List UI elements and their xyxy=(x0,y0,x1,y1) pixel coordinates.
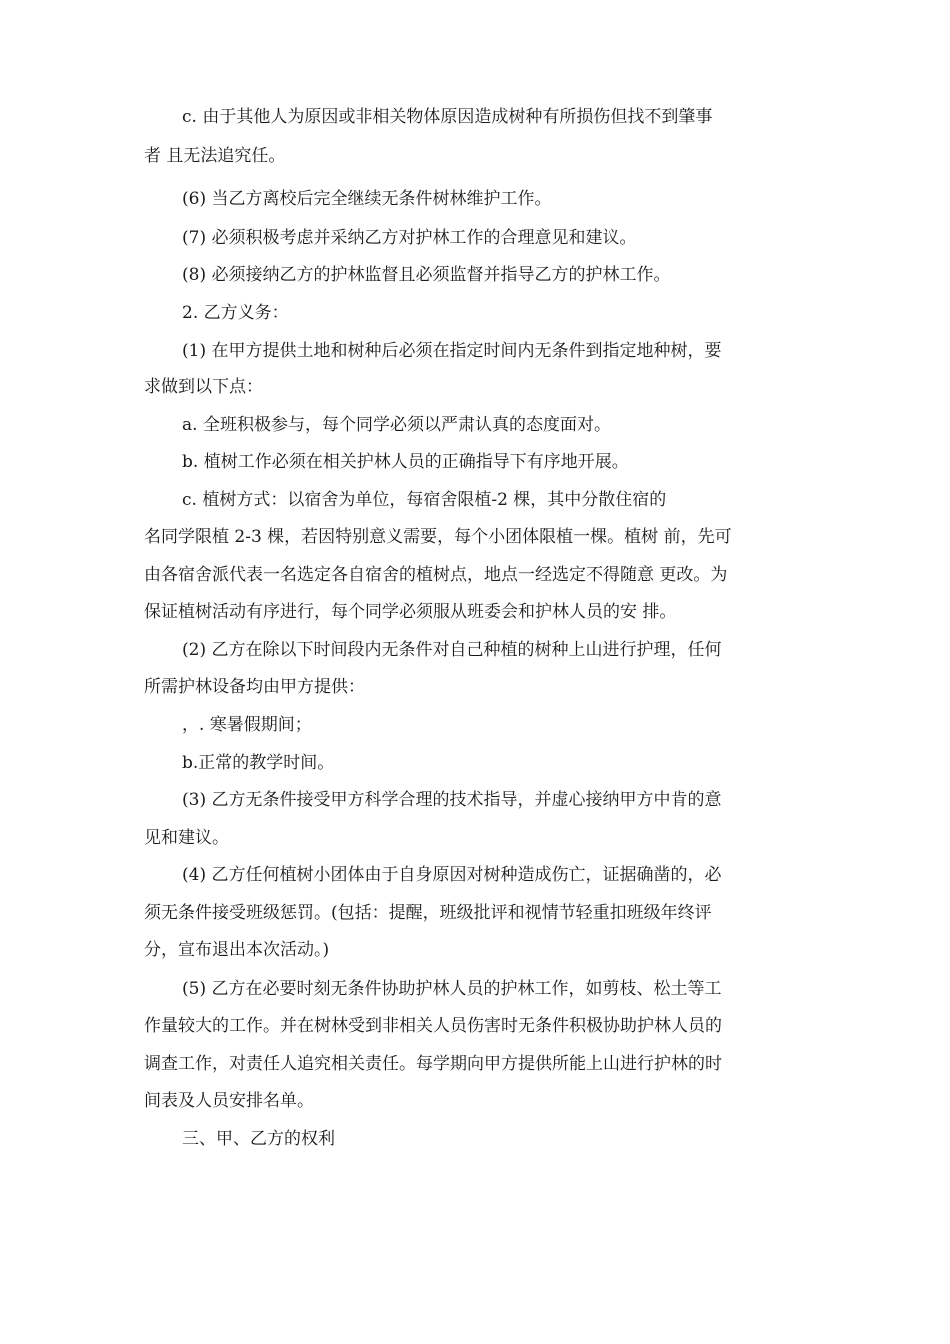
text-line: 见和建议。 xyxy=(144,828,229,848)
text-line: 分，宣布退出本次活动。) xyxy=(144,940,330,960)
text-line: a. 全班积极参与，每个同学必须以严肃认真的态度面对。 xyxy=(182,415,611,435)
text-line: (6) 当乙方离校后完全继续无条件树林维护工作。 xyxy=(182,189,552,209)
text-line: (3) 乙方无条件接受甲方科学合理的技术指导，并虚心接纳甲方中肯的意 xyxy=(182,790,722,810)
text-line: c. 植树方式：以宿舍为单位，每宿舍限植-2 棵，其中分散住宿的 xyxy=(182,490,667,510)
text-line: b.正常的教学时间。 xyxy=(182,753,335,773)
section-heading: 三、甲、乙方的权利 xyxy=(182,1129,335,1149)
text-line: (1) 在甲方提供土地和树种后必须在指定时间内无条件到指定地种树，要 xyxy=(182,341,722,361)
text-line: (2) 乙方在除以下时间段内无条件对自己种植的树种上山进行护理，任何 xyxy=(182,640,722,660)
text-line: c. 由于其他人为原因或非相关物体原因造成树种有所损伤但找不到肇事 xyxy=(182,107,713,127)
text-line: 保证植树活动有序进行，每个同学必须服从班委会和护林人员的安 排。 xyxy=(144,602,677,622)
text-line: 者 且无法追究任。 xyxy=(144,146,286,166)
text-line: (4) 乙方任何植树小团体由于自身原因对树种造成伤亡，证据确凿的，必 xyxy=(182,865,722,885)
text-line: 由各宿舍派代表一名选定各自宿舍的植树点，地点一经选定不得随意 更改。为 xyxy=(144,565,728,585)
text-line: ，. 寒暑假期间； xyxy=(182,715,312,735)
section-heading: 2. 乙方义务： xyxy=(182,303,289,323)
text-line: 间表及人员安排名单。 xyxy=(144,1091,314,1111)
text-line: (8) 必须接纳乙方的护林监督且必须监督并指导乙方的护林工作。 xyxy=(182,265,671,285)
text-line: b. 植树工作必须在相关护林人员的正确指导下有序地开展。 xyxy=(182,452,629,472)
text-line: 调查工作，对责任人追究相关责任。每学期向甲方提供所能上山进行护林的时 xyxy=(144,1054,722,1074)
text-line: 求做到以下点： xyxy=(144,377,263,397)
text-line: (5) 乙方在必要时刻无条件协助护林人员的护林工作，如剪枝、松土等工 xyxy=(182,979,722,999)
text-line: (7) 必须积极考虑并采纳乙方对护林工作的合理意见和建议。 xyxy=(182,228,637,248)
text-line: 名同学限植 2-3 棵，若因特别意义需要，每个小团体限植一棵。植树 前，先可 xyxy=(144,527,732,547)
text-line: 须无条件接受班级惩罚。(包括：提醒，班级批评和视情节轻重扣班级年终评 xyxy=(144,903,712,923)
text-line: 作量较大的工作。并在树林受到非相关人员伤害时无条件积极协助护林人员的 xyxy=(144,1016,722,1036)
text-line: 所需护林设备均由甲方提供： xyxy=(144,677,365,697)
